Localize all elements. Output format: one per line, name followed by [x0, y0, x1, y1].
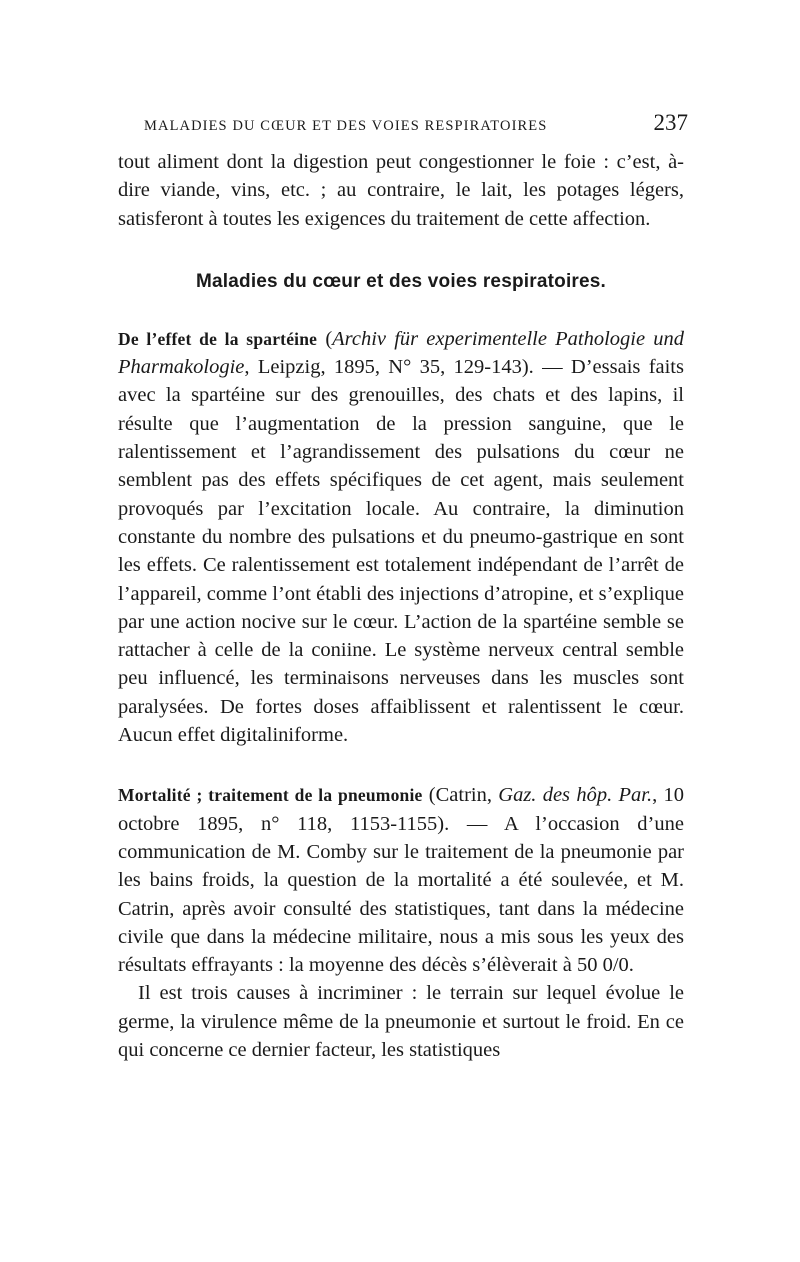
article-sparteine-open-paren: (: [325, 327, 333, 350]
article-pneumonie-body: — A l’occasion d’une communication de M. Comby sur le traitement de la pneumonie par les bains froids, la question de la mortalité a été soulevée, et M. Catrin, après avoir consulté des statistiques, tant dans la médecine civile que dans la médecine militaire, nous a mis sous les yeux des résultats effrayants : la moyenne des décès s’élèverait à 50 0/0.: [118, 812, 684, 977]
article-sparteine-citation: , Leipzig, 1895, N° 35, 129-143).: [244, 356, 534, 379]
article-pneumonie-author: (Catrin,: [422, 784, 499, 807]
article-pneumonie: [118, 781, 684, 1064]
article-sparteine-paragraph: [118, 325, 684, 749]
article-sparteine-source: Archiv für experimentelle Pathologie und Pharmakologie: [118, 327, 684, 379]
article-pneumonie-source: Gaz. des hôp. Par.: [498, 784, 653, 807]
article-pneumonie-title: Mortalité ; traitement de la pneumonie: [118, 785, 423, 806]
running-head: [118, 108, 688, 138]
article-sparteine: [118, 325, 684, 749]
running-head-title: MALADIES DU CŒUR ET DES VOIES RESPIRATOIRES: [144, 118, 548, 134]
article-pneumonie-paragraph: [118, 781, 684, 979]
book-page: [118, 108, 688, 1064]
article-sparteine-title: De l’effet de la spartéine: [118, 328, 318, 349]
article-pneumonie-citation: , 10 octobre 1895, n° 118, 1153-1155).: [118, 784, 684, 835]
section-heading: Maladies du cœur et des voies respiratoires.: [195, 270, 607, 292]
continuation-paragraph: tout aliment dont la digestion peut congestionner le foie : c’est, à-dire viande, vins, etc. ; au contraire, le lait, les potages légers, satisferont à toutes les exigences du traitement de cette affection.: [118, 151, 684, 230]
article-sparteine-body: — D’essais faits avec la spartéine sur des grenouilles, des chats et des lapins, il résulte que l’augmentation de la pression sanguine, que le ralentissement et l’agrandissement des pulsations du cœur ne semblent pas des effets spécifiques de cet agent, mais seulement provoqués par l’excitation locale. Au contraire, la diminution constante du nombre des pulsations et du pneumo-gastrique en sont les effets. Ce ralentissement est totalement indépendant de l’arrêt de l’appareil, comme l’ont établi des injections d’atropine, et s’explique par une action nocive sur le cœur. L’action de la spartéine semble se rattacher à celle de la coniine. Le système nerveux central semble peu influencé, les terminaisons nerveuses dans les muscles sont paralysées. De fortes doses affaiblissent et ralentissent le cœur. Aucun effet digitaliniforme.: [118, 356, 684, 747]
article-pneumonie-paragraph-2: Il est trois causes à incriminer : le terrain sur lequel évolue le germe, la virulence même de la pneumonie et surtout le froid. En ce qui concerne ce dernier facteur, les statistiques: [118, 982, 684, 1062]
page-number: 237: [653, 110, 688, 135]
